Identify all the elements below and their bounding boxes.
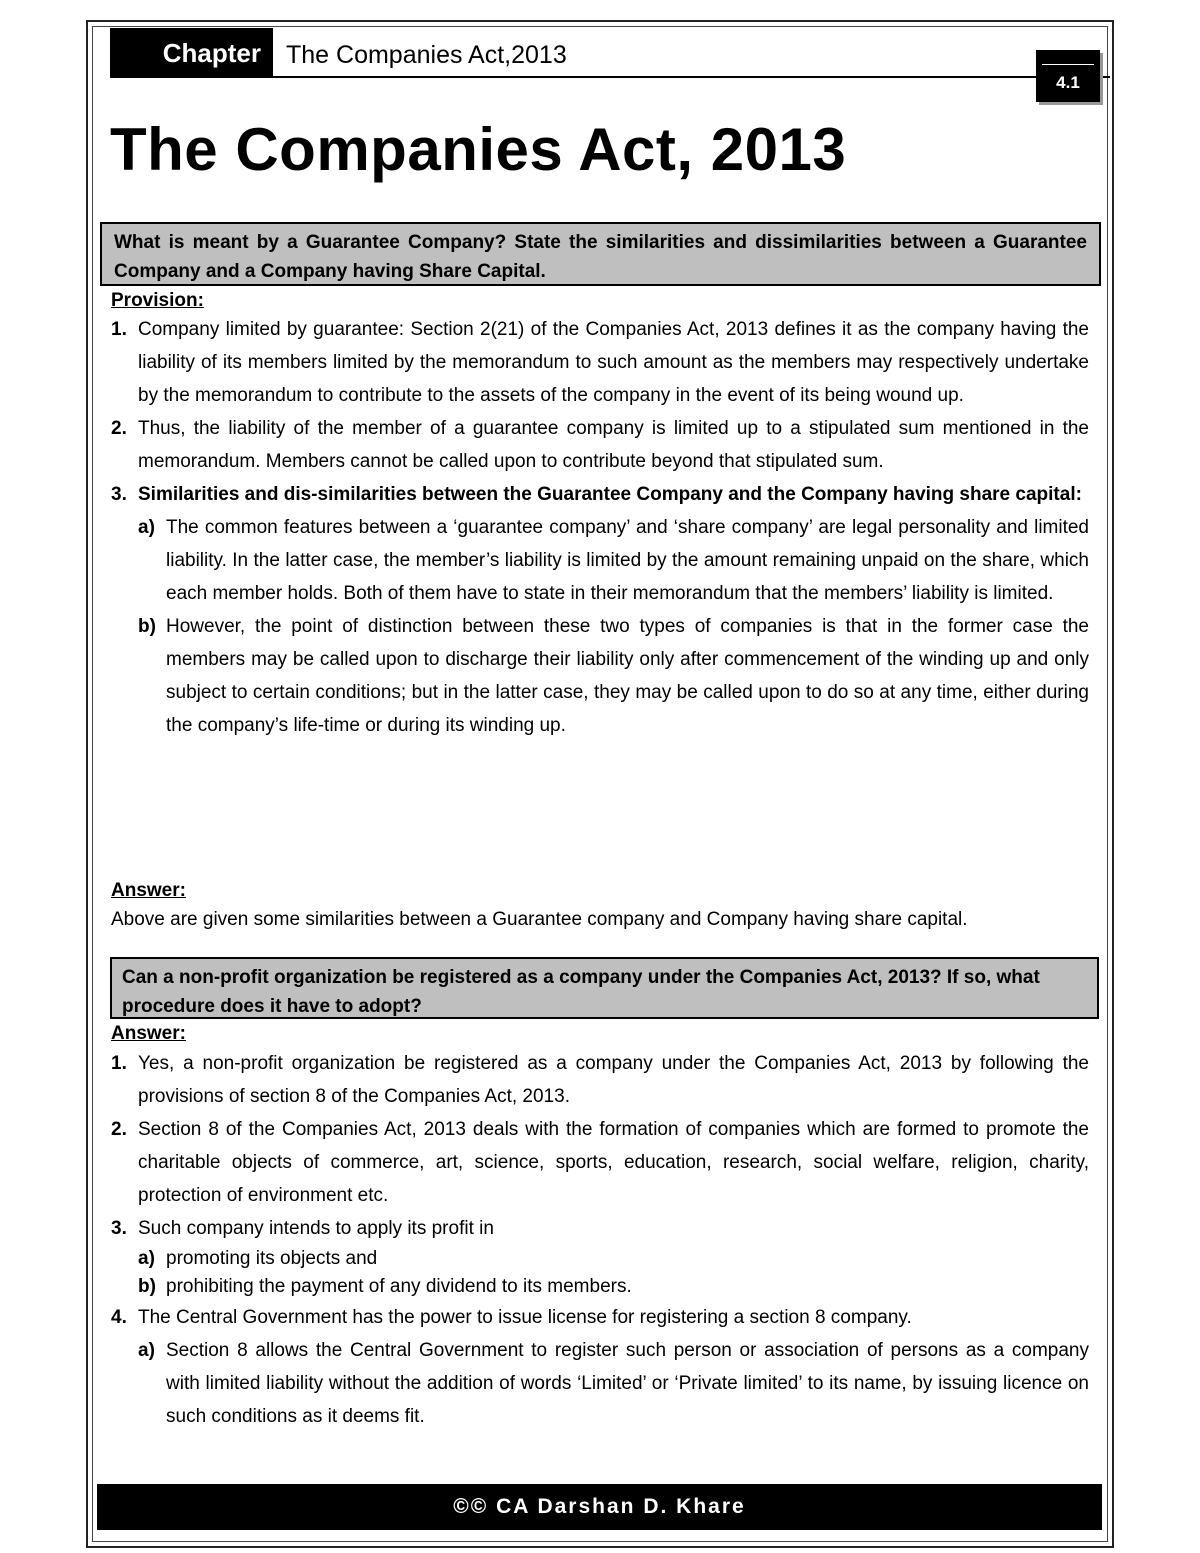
sub-item-text: The common features between a ‘guarantee company’ and ‘share company’ are legal personality and limited liability. In the latter case, the member’s liability is limited by the amount remaining unpaid on the share, which each member holds. Both of them have to state in their memorandum that the members’ liability is limited. (166, 517, 1089, 604)
answer-text: Above are given some similarities between a Guarantee company and Company having share capital. (111, 909, 968, 930)
badge-rule (1042, 64, 1094, 65)
page-title: The Companies Act, 2013 (110, 116, 847, 183)
sub-item-text: Section 8 allows the Central Government to register such person or association of persons as a company with limited liability without the addition of words ‘Limited’ or ‘Private limited’ to its name, by issuing licence on such conditions as it deems fit. (166, 1340, 1089, 1427)
chapter-title: The Companies Act,2013 (286, 41, 567, 69)
list-item-text: Such company intends to apply its profit in (138, 1218, 494, 1239)
list-item-text: Similarities and dis-similarities between the Guarantee Company and the Company having share capital: (138, 484, 1082, 505)
list-item-number: 2. (111, 1119, 127, 1140)
list-item-text: The Central Government has the power to issue license for registering a section 8 company. (138, 1307, 912, 1328)
sub-item-text: promoting its objects and (166, 1248, 378, 1269)
footer-author: ©© CA Darshan D. Khare (97, 1484, 1102, 1530)
sub-item-text: prohibiting the payment of any dividend to its members. (166, 1276, 632, 1297)
question-box-1: What is meant by a Guarantee Company? State the similarities and dissimilarities between a Guarantee Company and a Company having Share Capital. (100, 222, 1101, 286)
sub-list-item (111, 1245, 1089, 1273)
question-1-body (111, 313, 1089, 742)
sub-list-item (111, 610, 1089, 742)
sub-item-letter: b) (138, 1276, 156, 1297)
list-item-number: 1. (111, 1053, 127, 1074)
list-item-number: 4. (111, 1307, 127, 1328)
list-item-text: Yes, a non-profit organization be registered as a company under the Companies Act, 2013 by following the provisions of section 8 of the Companies Act, 2013. (138, 1053, 1089, 1107)
answer-label: Answer: (111, 1023, 186, 1044)
sub-item-letter: b) (138, 616, 156, 637)
chapter-label: Chapter (110, 28, 273, 78)
list-item-number: 2. (111, 418, 127, 439)
list-item (111, 1301, 1089, 1334)
sub-item-letter: a) (138, 1340, 155, 1361)
page-number: 4.1 (1056, 73, 1080, 92)
page-number-badge (1036, 50, 1100, 102)
sub-list-item (111, 1334, 1089, 1433)
sub-list-item (111, 1273, 1089, 1301)
list-item (111, 1047, 1089, 1113)
header-rule (110, 76, 1110, 78)
list-item (111, 1212, 1089, 1245)
sub-item-letter: a) (138, 517, 155, 538)
sub-list-item (111, 511, 1089, 610)
provision-label: Provision: (111, 290, 204, 311)
list-item (111, 412, 1089, 478)
list-item-text: Thus, the liability of the member of a guarantee company is limited up to a stipulated sum mentioned in the memorandum. Members cannot be called upon to contribute beyond that stipulated sum. (138, 418, 1089, 472)
list-item (111, 478, 1089, 511)
answer-label: Answer: (111, 880, 186, 901)
question-2-body (111, 1047, 1089, 1433)
list-item-number: 3. (111, 1218, 127, 1239)
list-item-number: 3. (111, 484, 127, 505)
sub-item-letter: a) (138, 1248, 155, 1269)
question-box-2: Can a non-profit organization be registered as a company under the Companies Act, 2013? If so, what procedure does it have to adopt? (110, 957, 1099, 1019)
list-item-number: 1. (111, 319, 127, 340)
list-item (111, 313, 1089, 412)
list-item-text: Section 8 of the Companies Act, 2013 deals with the formation of companies which are formed to promote the charitable objects of commerce, art, science, sports, education, research, social welfare, religion, charity, protection of environment etc. (138, 1119, 1089, 1206)
list-item-text: Company limited by guarantee: Section 2(21) of the Companies Act, 2013 defines it as the company having the liability of its members limited by the memorandum to such amount as the members may respectively undertake by the memorandum to contribute to the assets of the company in the event of its being wound up. (138, 319, 1089, 406)
chapter-header (110, 28, 1110, 78)
list-item (111, 1113, 1089, 1212)
sub-item-text: However, the point of distinction between these two types of companies is that in the former case the members may be called upon to discharge their liability only after commencement of the winding up and only subject to certain conditions; but in the latter case, they may be called upon to do so at any time, either during the company’s life-time or during its winding up. (166, 616, 1089, 736)
